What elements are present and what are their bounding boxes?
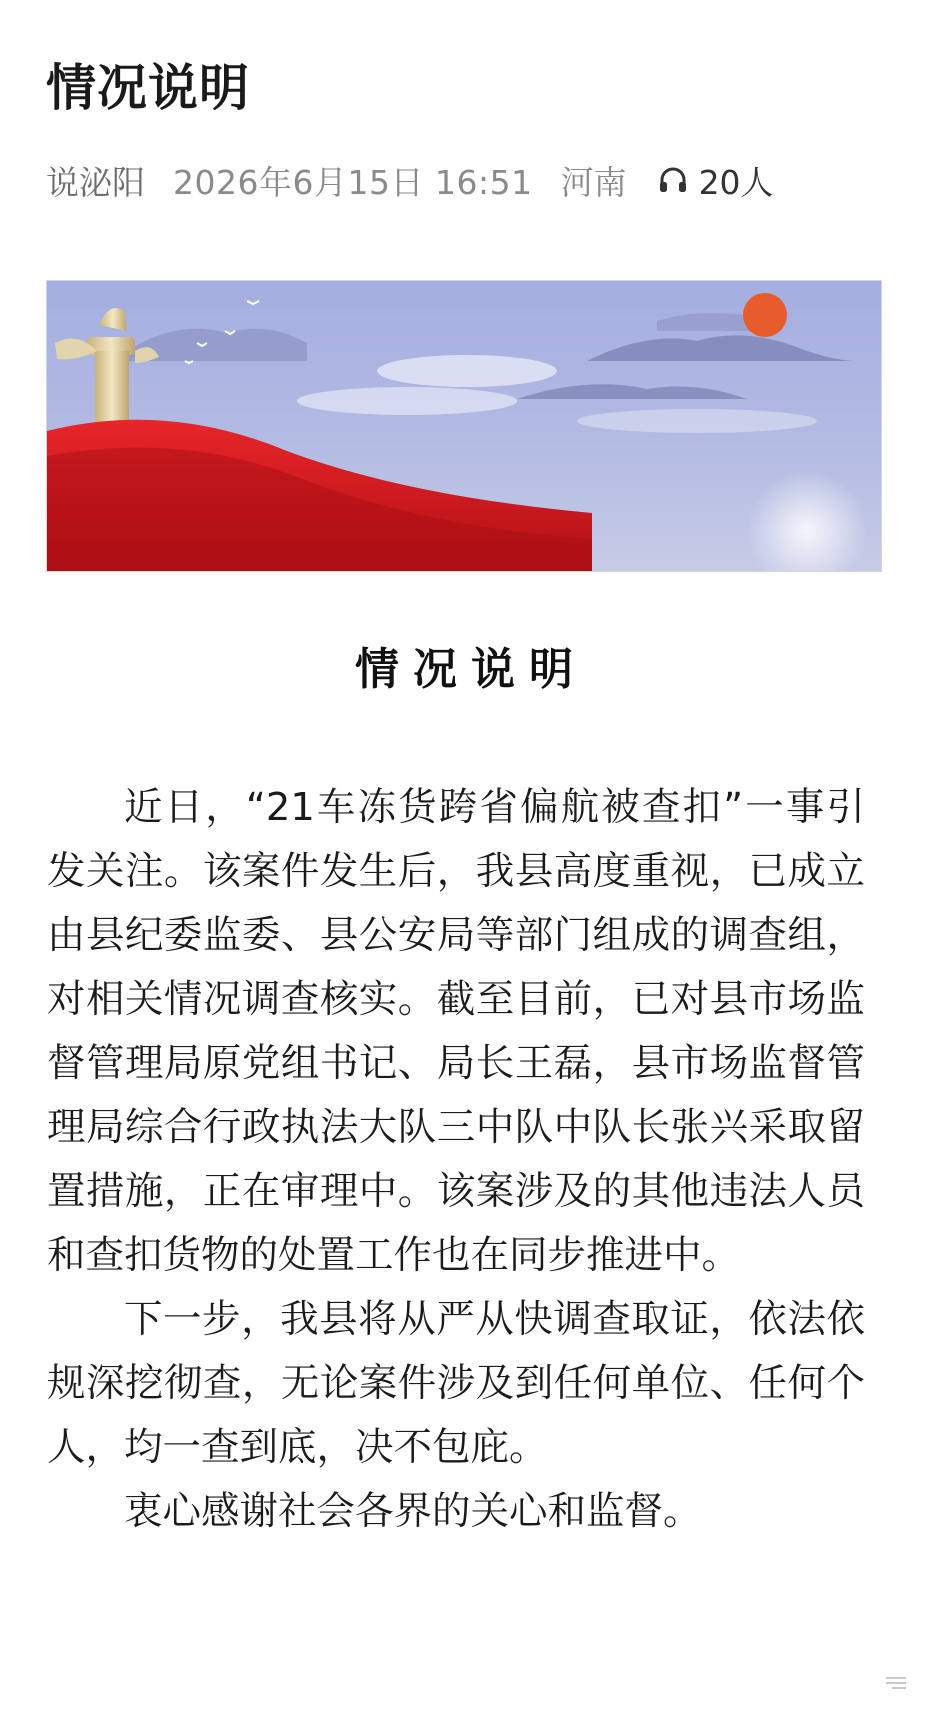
paragraph: 近日，“21车冻货跨省偏航被查扣”一事引发关注。该案件发生后，我县高度重视，已成立由县纪委监委、县公安局等部门组成的调查组，对相关情况调查核实。截至目前，已对县市场监督管理局原党组书记、局长王磊，县市场监督管理局综合行政执法大队三中队中队长张兴采取留置措施，正在审理中。该案涉及的其他违法人员和查扣货物的处置工作也在同步推进中。 (47, 785, 865, 1278)
publish-datetime: 2026年6月15日 16:51 (173, 162, 533, 202)
document-heading: 情况说明 (355, 644, 587, 695)
paragraph: 衷心感谢社会各界的关心和监督。 (124, 1489, 702, 1534)
document-body (47, 776, 865, 1544)
region-label: 河南 (560, 162, 627, 202)
paragraph: 下一步，我县将从严从快调查取证，依法依规深挖彻查，无论案件涉及到任何单位、任何个人，均一查到底，决不包庇。 (47, 1297, 865, 1470)
listen-button[interactable] (657, 157, 774, 204)
author-link[interactable]: 说泌阳 (46, 162, 145, 202)
banner-illustration (47, 281, 882, 572)
banner-image (46, 280, 882, 572)
page-title: 情况说明 (46, 59, 250, 117)
headphones-icon (657, 164, 689, 196)
article-meta (46, 156, 774, 204)
menu-lines-icon[interactable] (884, 1676, 908, 1690)
listener-count: 20人 (698, 162, 774, 202)
